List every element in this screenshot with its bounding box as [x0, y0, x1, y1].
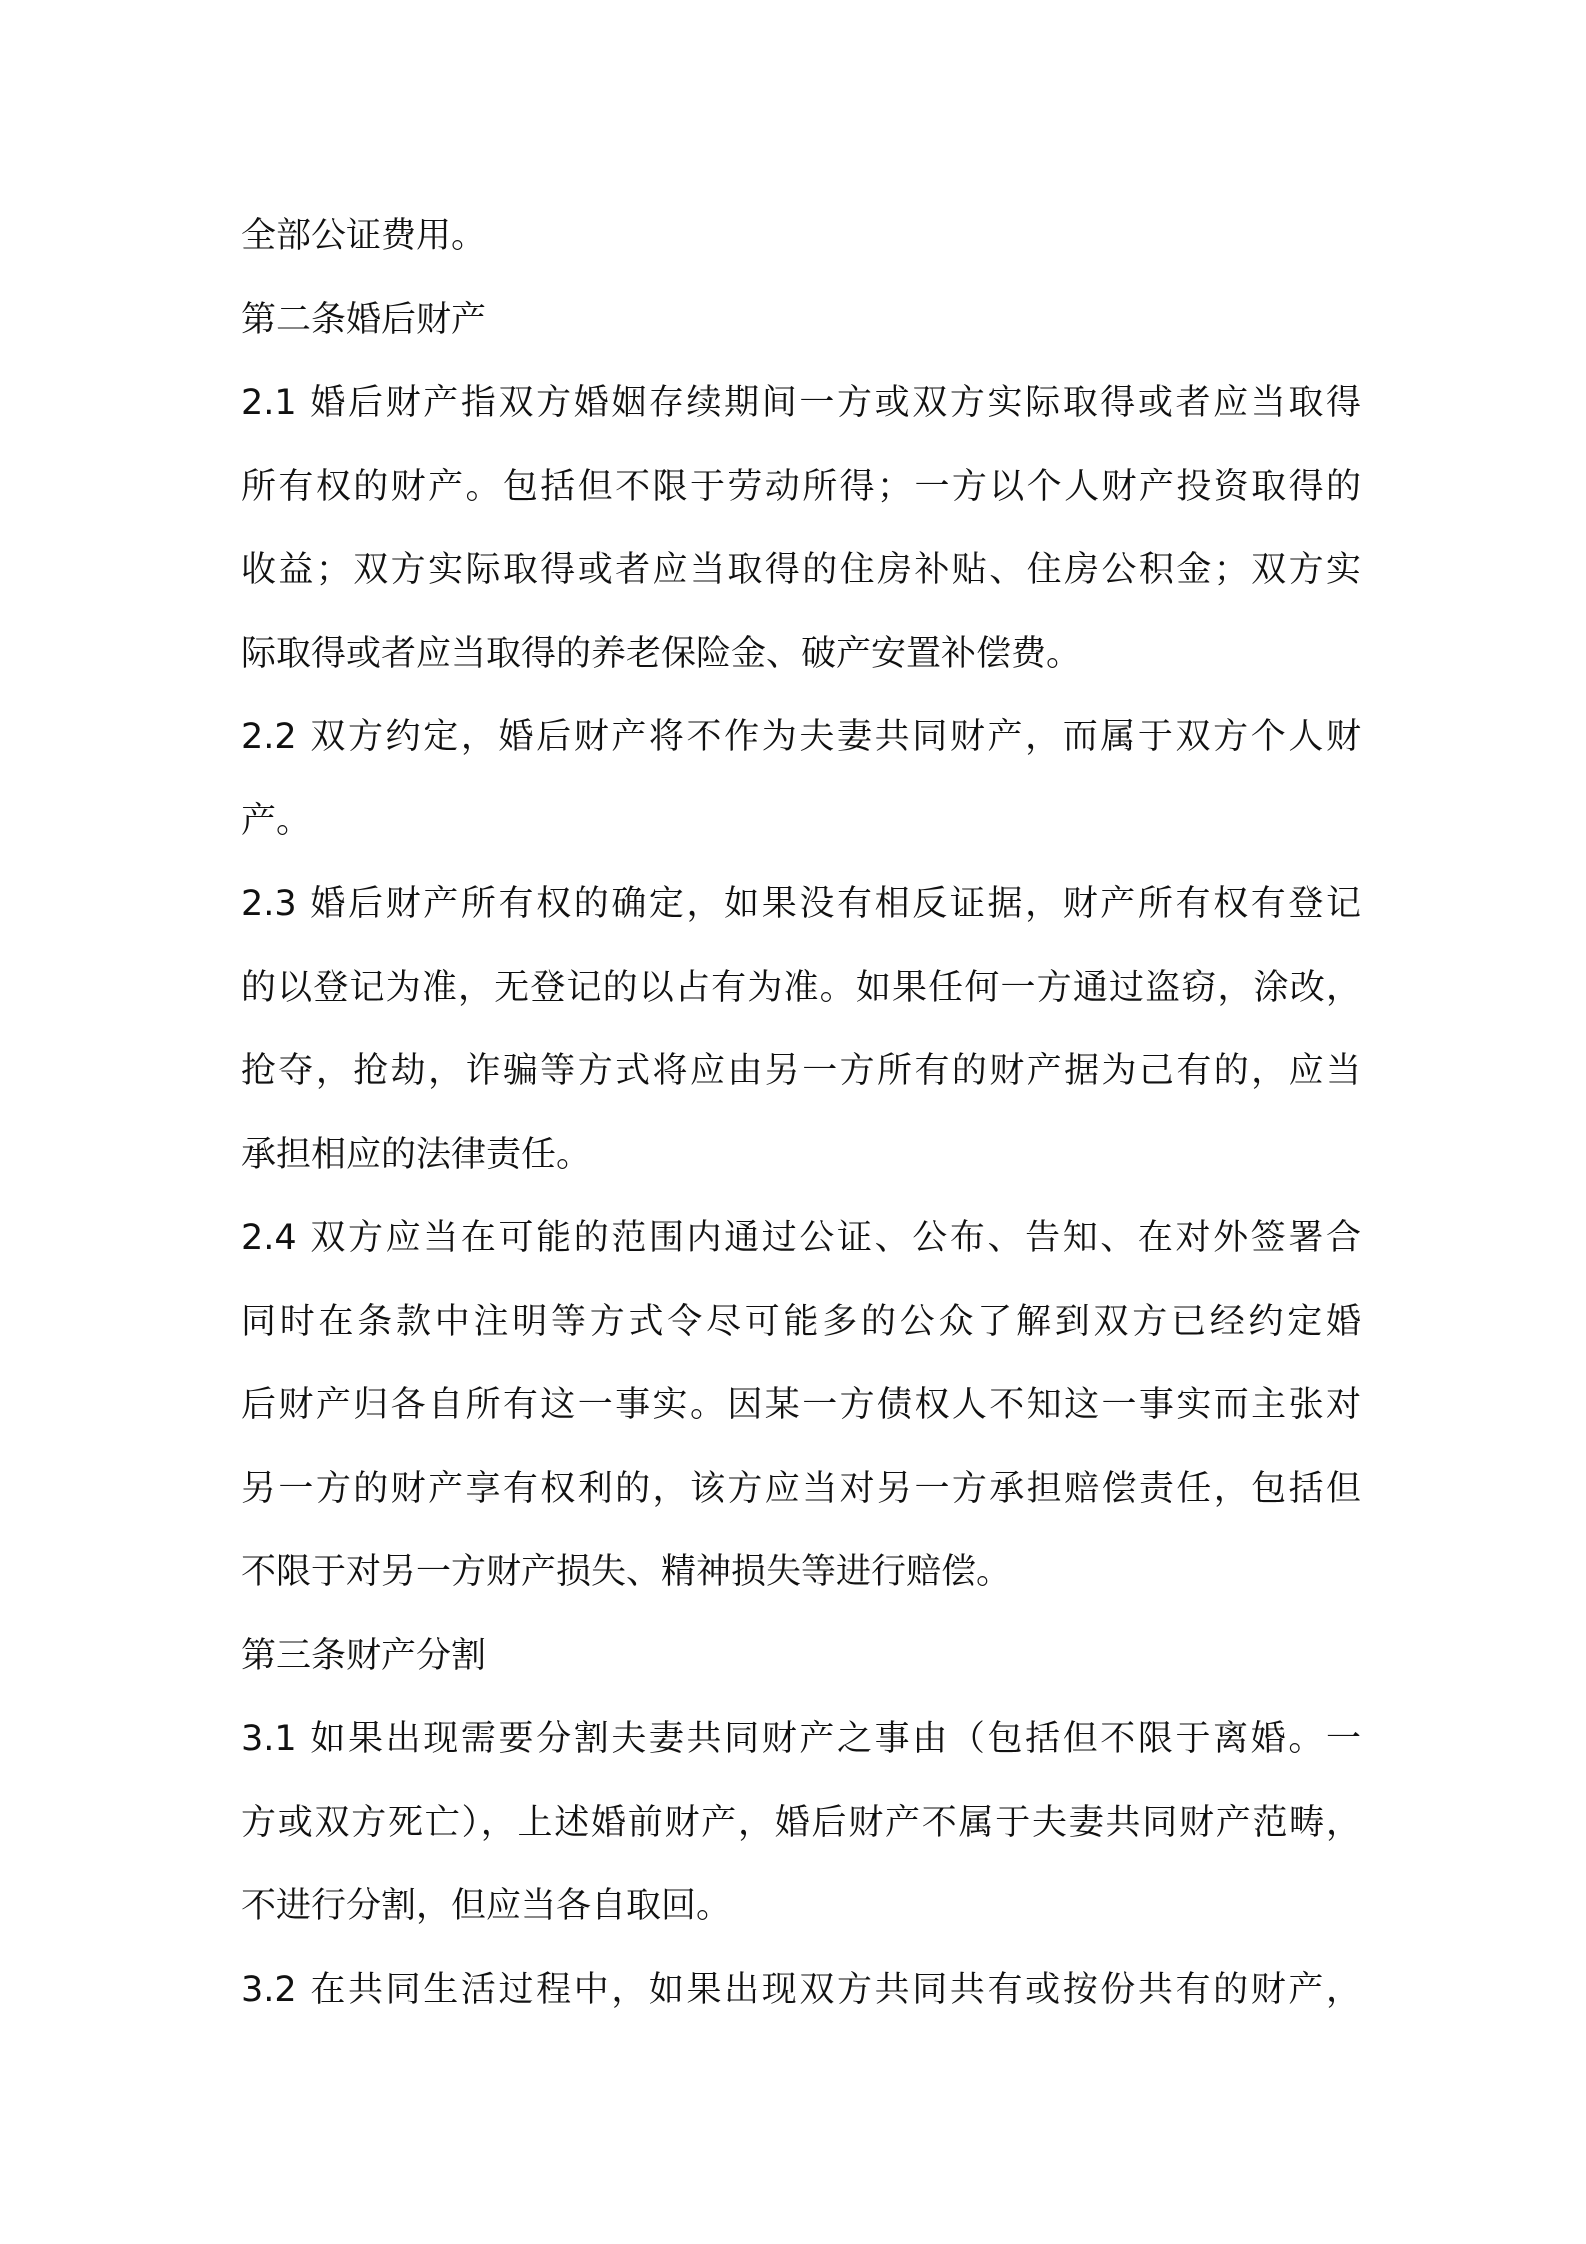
- text-line: 2.1 婚后财产指双方婚姻存续期间一方或双方实际取得或者应当取得: [241, 383, 1361, 423]
- text-line: 产。: [241, 800, 312, 841]
- text-line: 3.2 在共同生活过程中，如果出现双方共同共有或按份共有的财产，: [241, 1969, 1361, 2010]
- text-line: 后财产归各自所有这一事实。因某一方债权人不知这一事实而主张对: [241, 1385, 1361, 1425]
- text-line: 同时在条款中注明等方式令尽可能多的公众了解到双方已经约定婚: [241, 1301, 1361, 1342]
- text-line: 不进行分割，但应当各自取回。: [241, 1886, 732, 1926]
- text-line: 抢夺，抢劫，诈骗等方式将应由另一方所有的财产据为己有的，应当: [241, 1051, 1361, 1091]
- text-line: 所有权的财产。包括但不限于劳动所得；一方以个人财产投资取得的: [241, 466, 1361, 507]
- text-line: 2.4 双方应当在可能的范围内通过公证、公布、告知、在对外签署合: [241, 1218, 1361, 1258]
- text-line: 方或双方死亡），上述婚前财产，婚后财产不属于夫妻共同财产范畴，: [241, 1802, 1361, 1843]
- text-line: 3.1 如果出现需要分割夫妻共同财产之事由（包括但不限于离婚。一: [241, 1719, 1361, 1759]
- text-line: 不限于对另一方财产损失、精神损失等进行赔偿。: [241, 1552, 1012, 1592]
- text-line: 承担相应的法律责任。: [241, 1134, 592, 1175]
- document-body: [241, 195, 1361, 2032]
- text-line: 全部公证费用。: [241, 216, 487, 256]
- text-line: 另一方的财产享有权利的，该方应当对另一方承担赔偿责任，包括但: [241, 1468, 1361, 1509]
- text-line: 2.3 婚后财产所有权的确定，如果没有相反证据，财产所有权有登记: [241, 884, 1361, 924]
- section-heading: 第二条婚后财产: [241, 299, 487, 340]
- text-line: 收益；双方实际取得或者应当取得的住房补贴、住房公积金；双方实: [241, 550, 1361, 590]
- text-line: 际取得或者应当取得的养老保险金、破产安置补偿费。: [241, 633, 1082, 674]
- text-line: 的以登记为准，无登记的以占有为准。如果任何一方通过盗窃，涂改，: [241, 967, 1361, 1008]
- section-heading: 第三条财产分割: [241, 1635, 487, 1676]
- text-line: 2.2 双方约定，婚后财产将不作为夫妻共同财产，而属于双方个人财: [241, 717, 1361, 757]
